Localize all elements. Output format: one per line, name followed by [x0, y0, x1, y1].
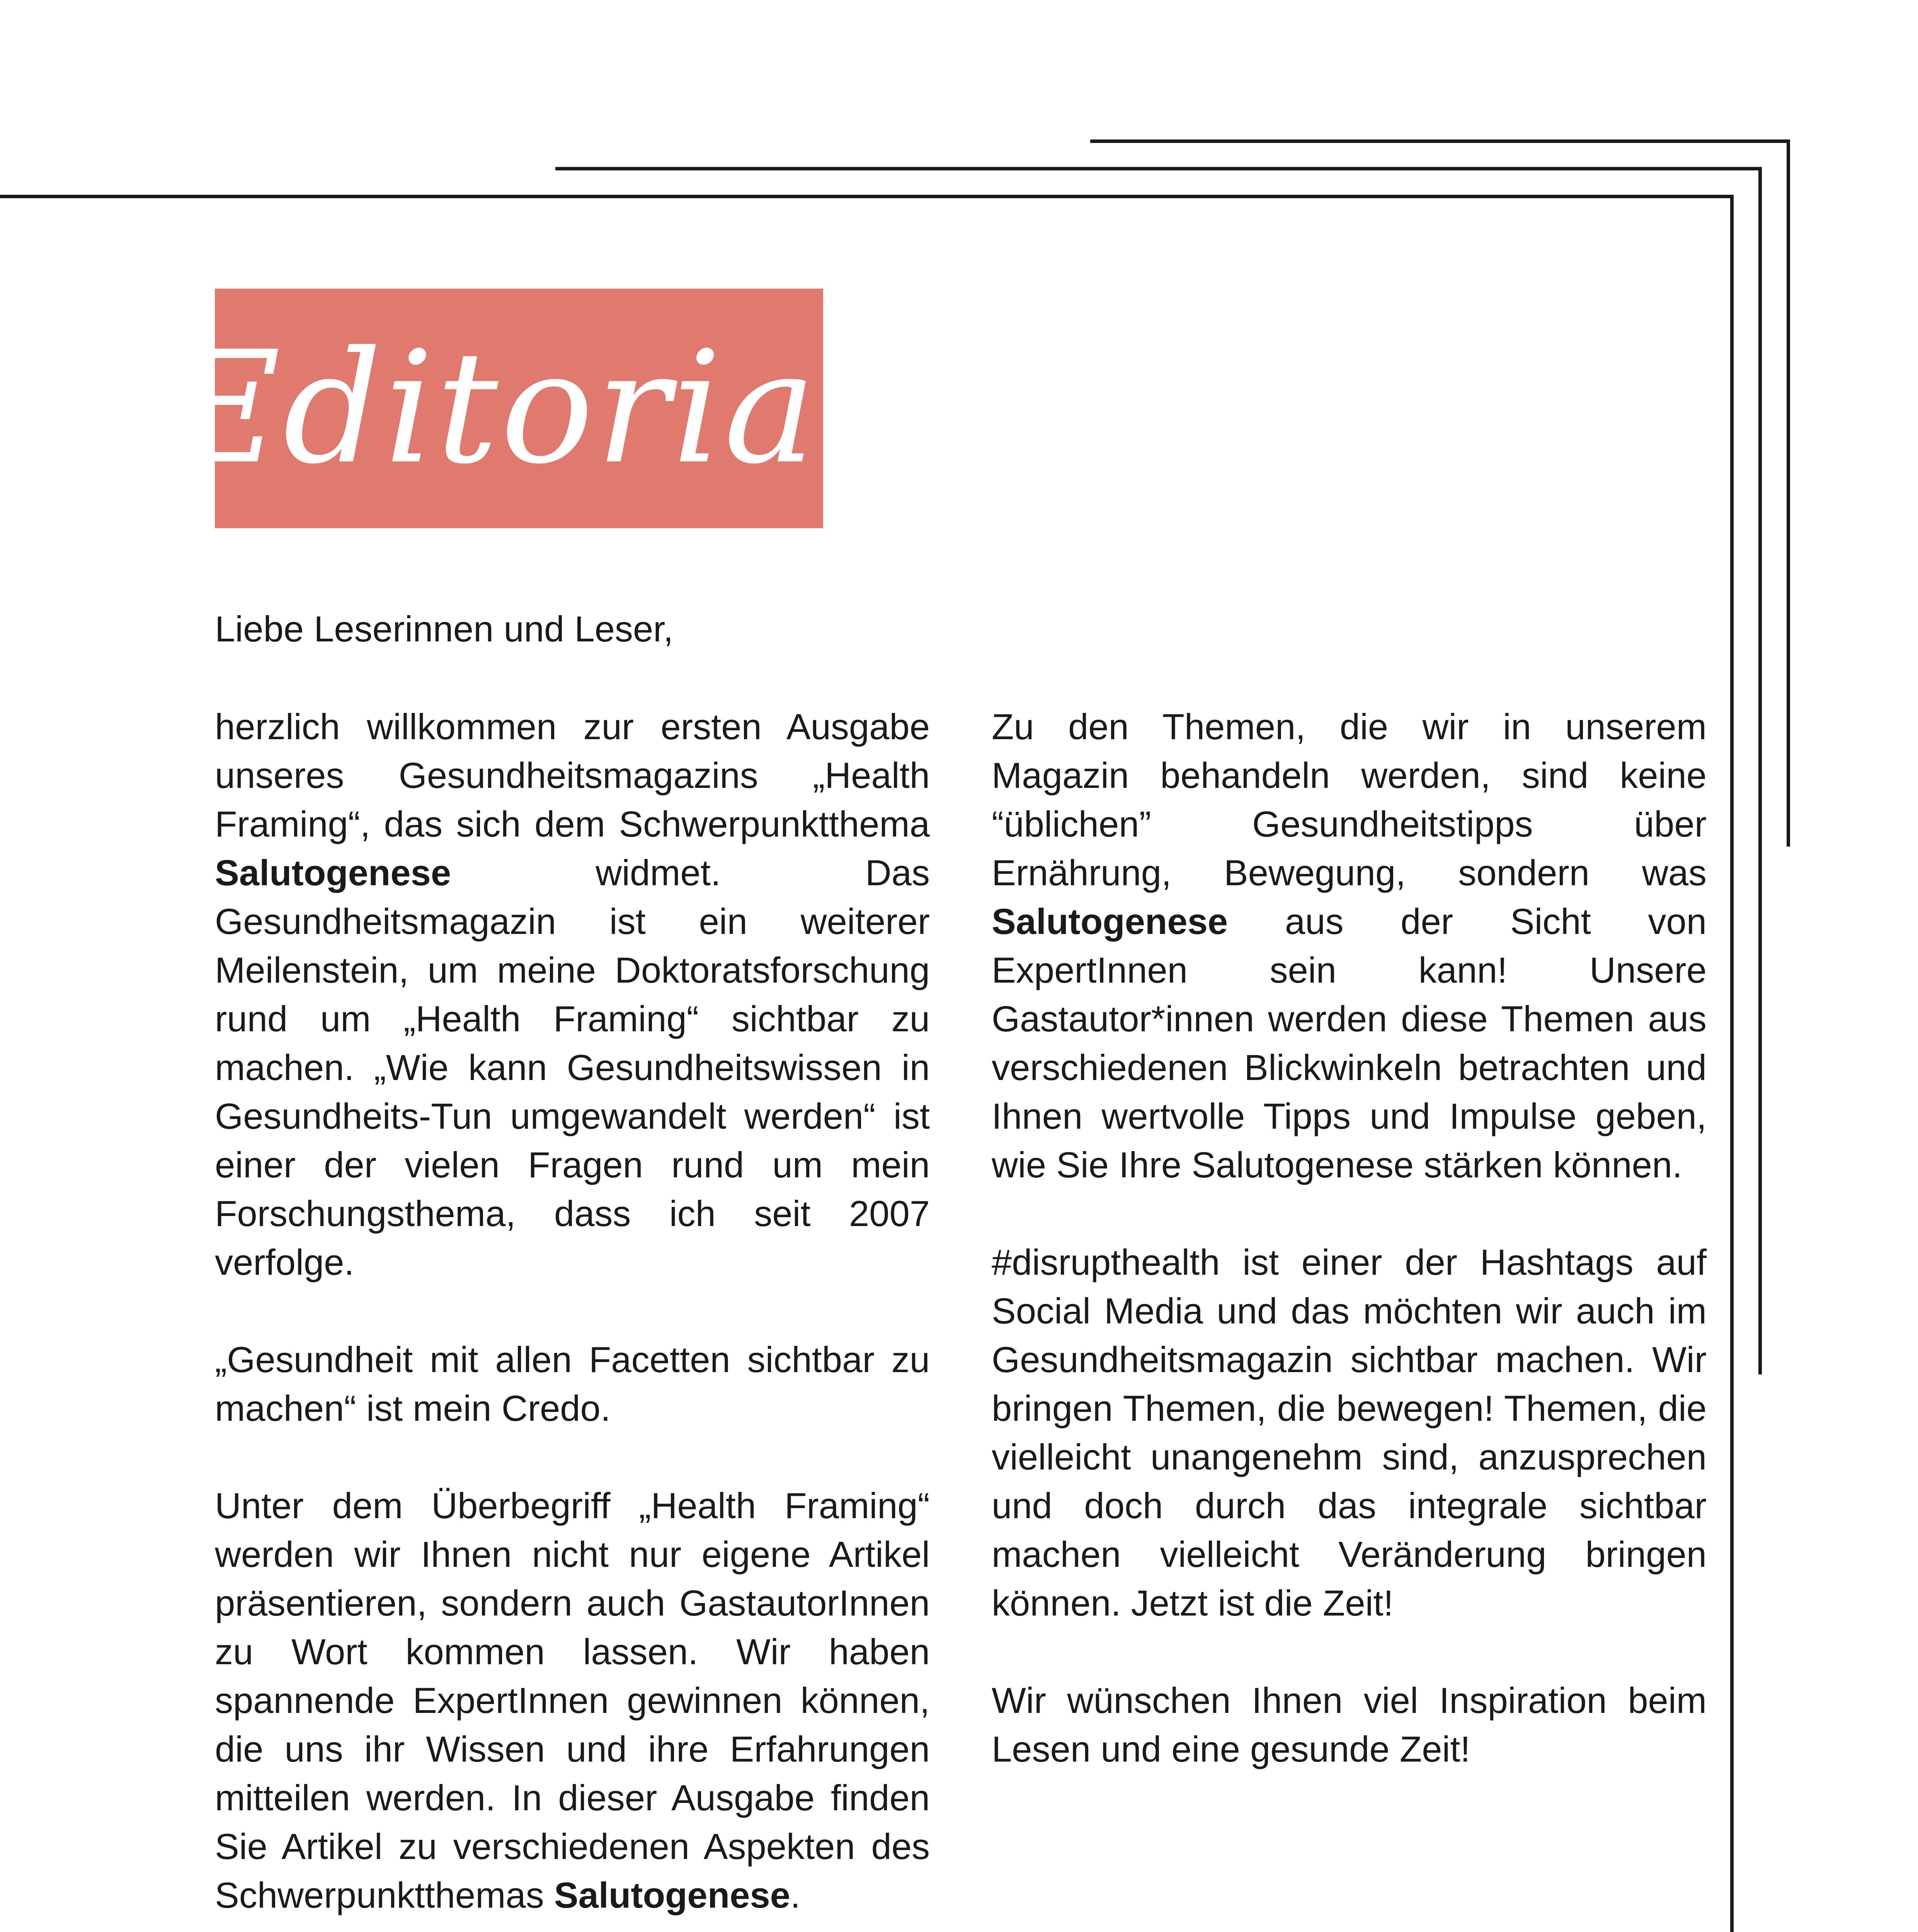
left-paragraph-1: herzlich willkommen zur ersten Ausgabe unseres Gesundheitsmagazins „Health Framing“, das sich dem Schwerpunktthema Salutogenese widmet. Das Gesundheitsmagazin ist ein weiterer Meilenstein, um meine Doktoratsforschung rund um „Health Framing“ sichtbar zu machen. „Wie kann Gesundheitswissen in Gesundheits-Tun umgewandelt werden“ ist einer der vielen Fragen rund um mein Forschungsthema, dass ich seit 2007 verfolge. — [215, 706, 930, 1282]
left-paragraph-2: „Gesundheit mit allen Facetten sichtbar zu machen“ ist mein Credo. — [215, 1339, 930, 1429]
frame-line-right-middle — [1758, 167, 1762, 1374]
frame-line-right-outer — [1787, 139, 1790, 847]
editorial-banner — [168, 289, 870, 528]
left-column — [215, 702, 930, 1932]
frame-line-top-outer — [1090, 139, 1790, 143]
frame-line-top-inner — [0, 195, 1734, 198]
emphasis-salutogenese: Salutogenese — [992, 901, 1228, 942]
right-paragraph-1: Zu den Themen, die wir in unserem Magazin behandeln werden, sind keine “üblichen” Gesundheitstipps über Ernährung, Bewegung, sondern was Salutogenese aus der Sicht von ExpertInnen sein kann! Unsere Gastautor*innen werden diese Themen aus verschiedenen Blickwinkeln betrachten und Ihnen wertvolle Tipps und Impulse geben, wie Sie Ihre Salutogenese stärken können. — [992, 706, 1707, 1185]
salutation: Liebe Leserinnen und Leser, — [215, 609, 674, 649]
page-title: Editorial — [168, 318, 870, 498]
right-paragraph-3: Wir wünschen Ihnen viel Inspiration beim Lesen und eine gesunde Zeit! — [992, 1680, 1707, 1769]
emphasis-salutogenese: Salutogenese — [215, 852, 451, 893]
right-column — [992, 702, 1707, 1822]
right-paragraph-2: #disrupthealth ist einer der Hashtags auf Social Media und das möchten wir auch im Gesundheitsmagazin sichtbar machen. Wir bringen Themen, die bewegen! Themen, die vielleicht unangenehm sind, anzusprechen und doch durch das integrale sichtbar machen vielleicht Veränderung bringen können. Jetzt ist die Zeit! — [992, 1242, 1707, 1623]
frame-line-top-middle — [555, 167, 1762, 170]
left-paragraph-3: Unter dem Überbegriff „Health Framing“ werden wir Ihnen nicht nur eigene Artikel präsentieren, sondern auch GastautorInnen zu Wort kommen lassen. Wir haben spannende ExpertInnen gewinnen können, die uns ihr Wissen und ihre Erfahrungen mitteilen werden. In dieser Ausgabe finden Sie Artikel zu verschiedenen Aspekten des Schwerpunktthemas Salutogenese. — [215, 1485, 930, 1915]
emphasis-salutogenese: Salutogenese — [554, 1875, 790, 1915]
frame-line-right-inner — [1730, 195, 1734, 1932]
